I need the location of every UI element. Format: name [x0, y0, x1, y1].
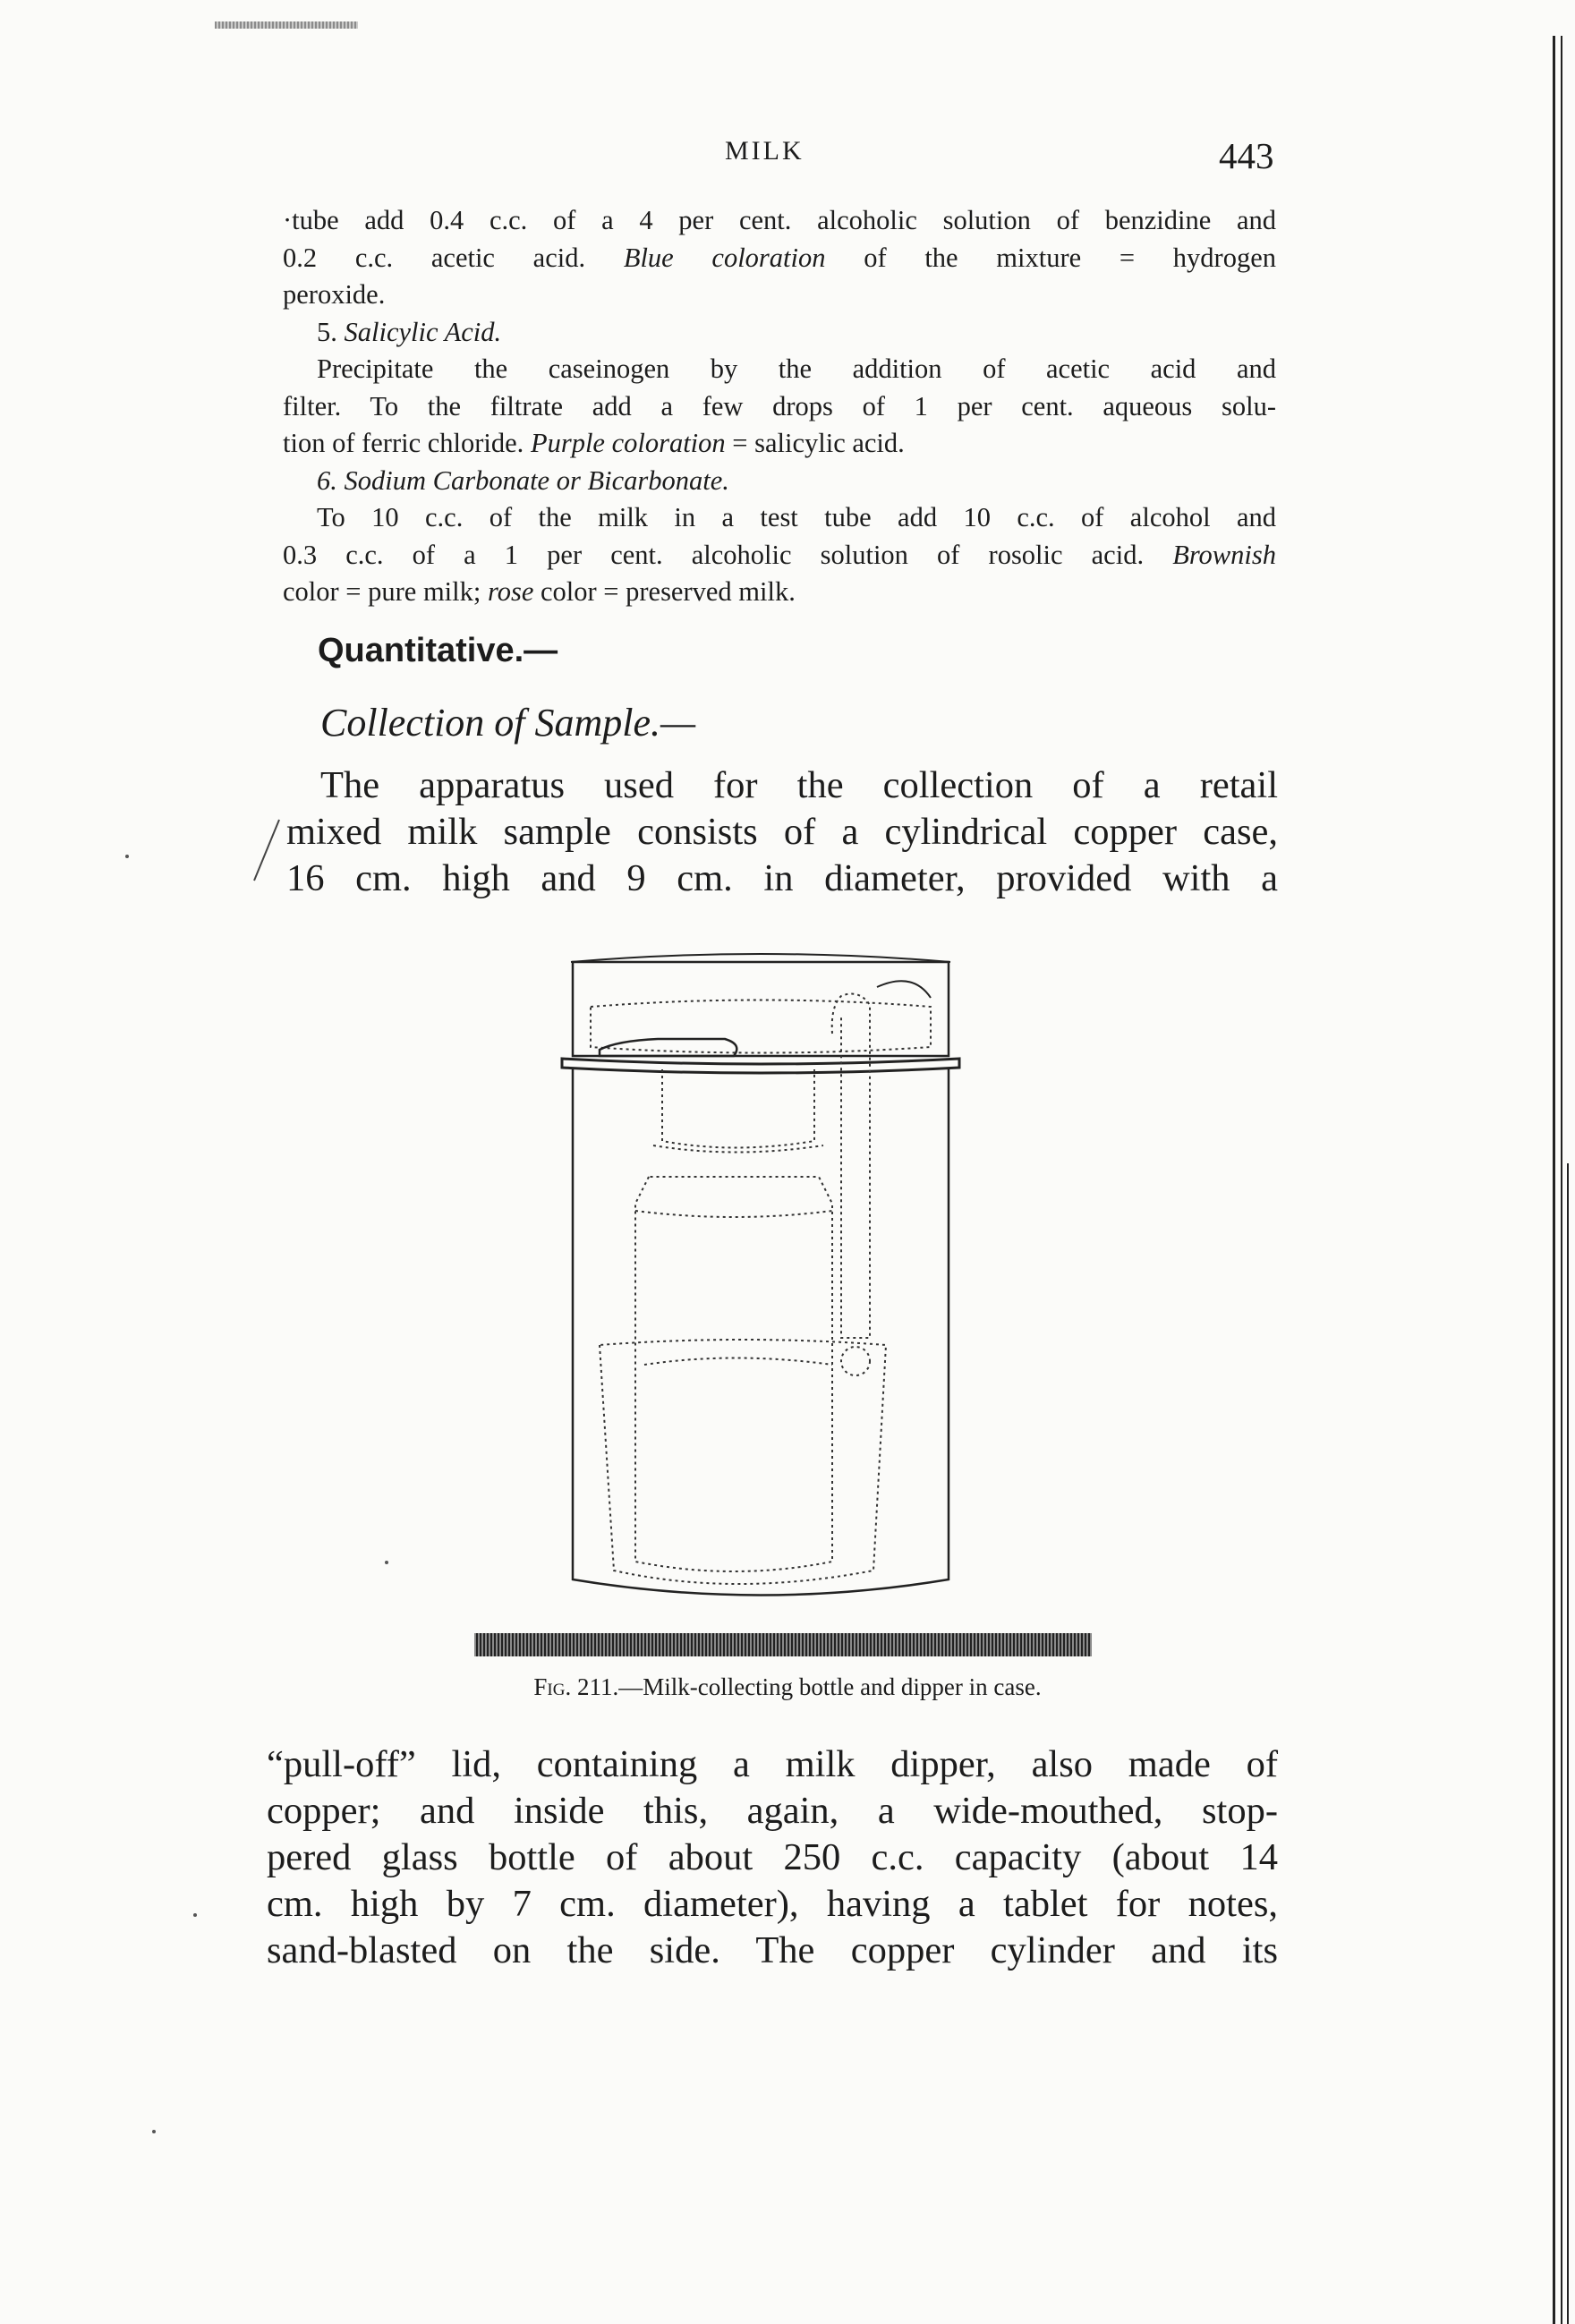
scan-artifact	[215, 21, 358, 29]
stray-dot	[125, 855, 129, 858]
case-rim	[562, 1059, 959, 1073]
main-paragraph	[267, 762, 1278, 902]
subheading: Collection of Sample.—	[320, 701, 696, 745]
case-body	[573, 1069, 949, 1596]
figure-caption: Fig. 211.—Milk-collecting bottle and dipper in case.	[533, 1673, 1042, 1700]
continuation-paragraph	[267, 1741, 1278, 1974]
text-line: 0.3 c.c. of a 1 per cent. alcoholic solution of rosolic acid. Brownish	[283, 539, 1276, 570]
stopper	[600, 1039, 736, 1056]
milk-dipper	[600, 1340, 886, 1584]
text-line: color = pure milk; rose color = preserved milk.	[283, 576, 796, 607]
stray-dot	[193, 1913, 197, 1917]
bottle-neck	[662, 1069, 814, 1148]
stray-dot	[152, 2130, 156, 2133]
running-head: MILK	[725, 136, 805, 166]
page-edge-line	[1553, 36, 1555, 2324]
text-line: The apparatus used for the collection of a retail	[320, 764, 1278, 806]
text-line: pered glass bottle of about 250 c.c. capacity (about 14	[267, 1836, 1278, 1878]
text-line: copper; and inside this, again, a wide-mouthed, stop-	[267, 1790, 1278, 1832]
milk-collecting-case-figure	[465, 944, 1092, 1660]
text-line: tion of ferric chloride. Purple coloration = salicylic acid.	[283, 428, 905, 458]
section-heading: Quantitative.—	[318, 632, 558, 669]
text-line: Precipitate the caseinogen by the addition of acetic acid and	[317, 353, 1276, 384]
page-edge-line	[1567, 1163, 1569, 2324]
item-6-title: 6. Sodium Carbonate or Bicarbonate.	[317, 464, 729, 496]
text-line: “pull-off” lid, containing a milk dipper, also made of	[267, 1743, 1278, 1785]
page-edge-line	[1561, 36, 1562, 2324]
text-line: ·tube add 0.4 c.c. of a 4 per cent. alcoholic solution of benzidine and	[283, 205, 1276, 235]
text-line: mixed milk sample consists of a cylindrical copper case,	[286, 811, 1278, 853]
text-line: 0.2 c.c. acetic acid. Blue coloration of the mixture = hydrogen	[283, 242, 1276, 273]
text-line: filter. To the filtrate add a few drops of 1 per cent. aqueous solu-	[283, 390, 1276, 421]
page-number: 443	[1219, 135, 1274, 176]
text-line: 16 cm. high and 9 cm. in diameter, provided with a	[286, 857, 1278, 899]
text-line: peroxide.	[283, 279, 386, 310]
pencil-mark	[251, 814, 286, 886]
text-line: cm. high by 7 cm. diameter), having a tablet for notes,	[267, 1883, 1278, 1925]
text-line: To 10 c.c. of the milk in a test tube add 10 c.c. of alcohol and	[317, 502, 1276, 532]
top-text-block	[283, 202, 1276, 611]
glass-bottle	[635, 1177, 832, 1571]
text-line: sand-blasted on the side. The copper cylinder and its	[267, 1929, 1278, 1971]
item-5-title: 5. Salicylic Acid.	[317, 316, 502, 347]
stray-dot	[385, 1561, 388, 1564]
